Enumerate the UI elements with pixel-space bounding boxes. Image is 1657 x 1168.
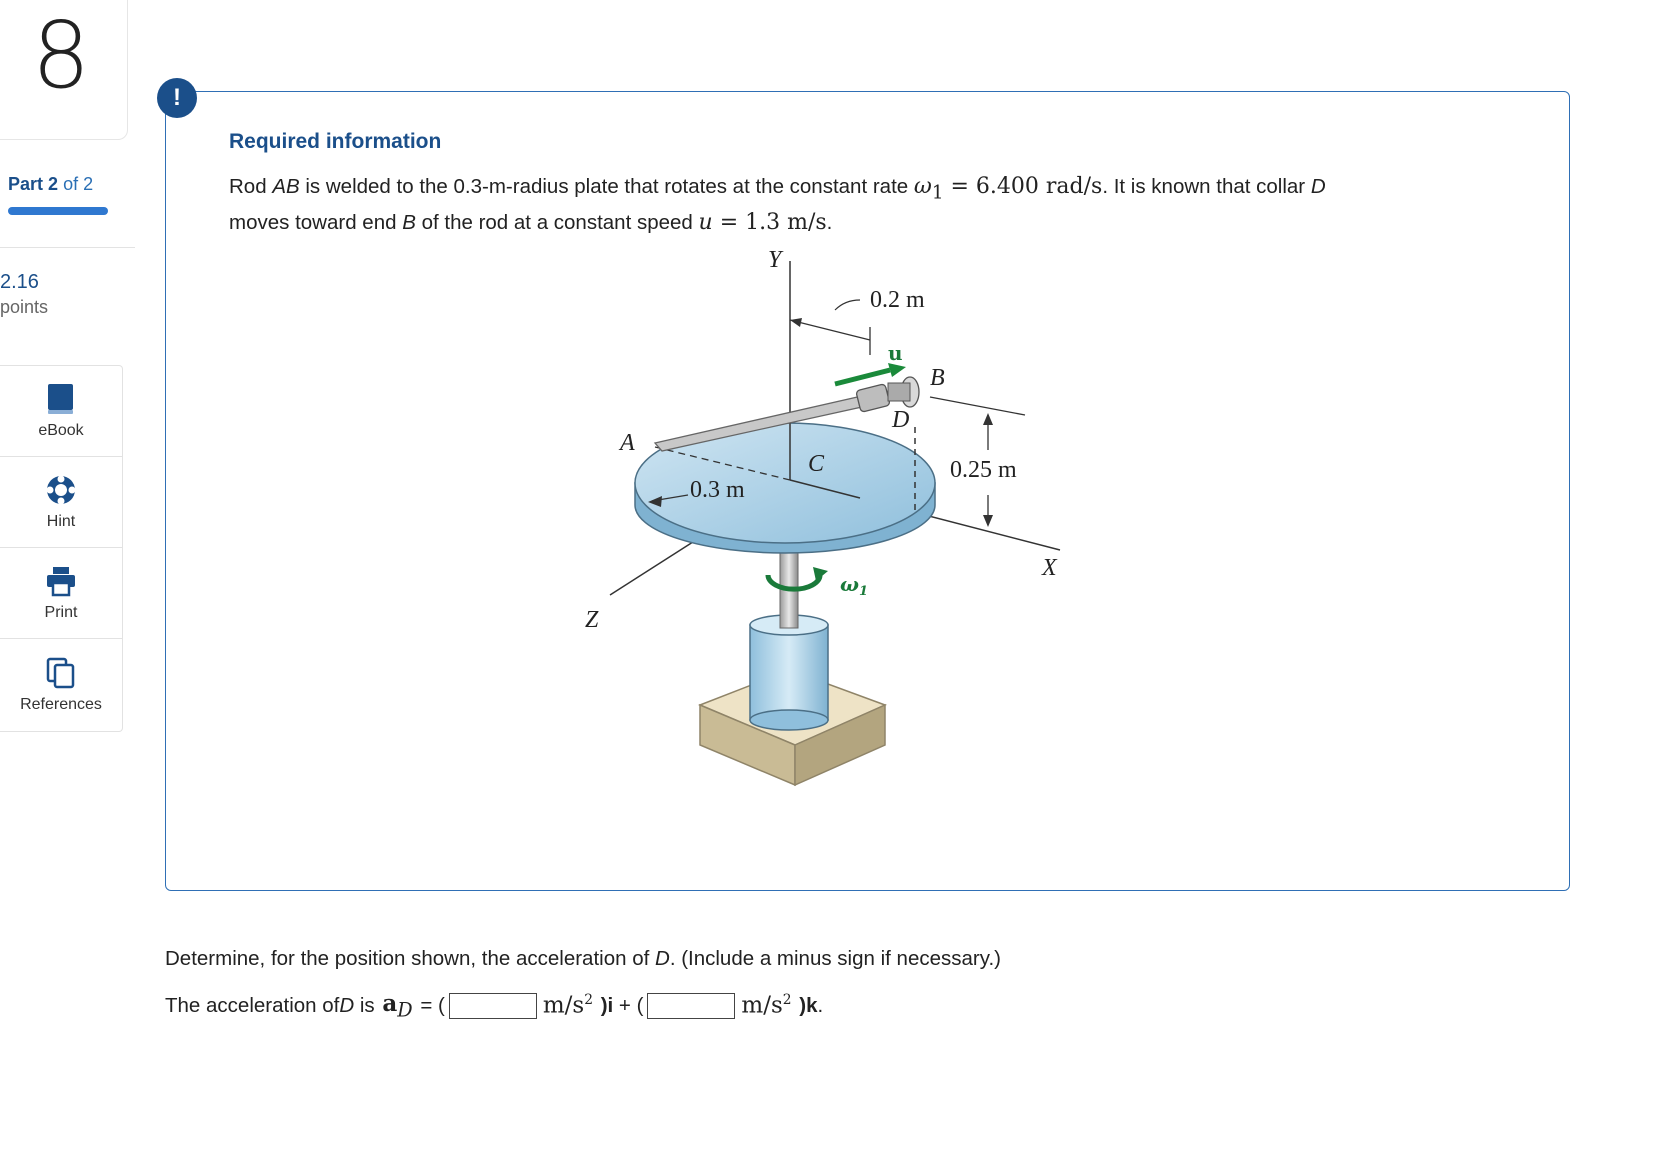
point-b-label: B bbox=[930, 365, 945, 391]
points-label: points bbox=[0, 297, 49, 317]
end-label: B bbox=[402, 211, 416, 235]
printer-icon bbox=[44, 564, 78, 598]
tool-hint-label: Hint bbox=[46, 513, 76, 530]
problem-text: . It is known that collar bbox=[1102, 175, 1311, 198]
problem-text: of the rod at a constant speed bbox=[415, 211, 699, 235]
u-figure-label: u bbox=[888, 341, 903, 365]
i-component-close: )i bbox=[595, 993, 614, 1017]
dim-025-label: 0.25 m bbox=[950, 457, 1017, 483]
omega-symbol: ω bbox=[913, 174, 932, 199]
answer-d-label: D bbox=[339, 993, 355, 1017]
answer-i-input[interactable] bbox=[449, 993, 537, 1019]
answer-eq-open: = ( bbox=[414, 993, 445, 1017]
u-symbol: u bbox=[698, 210, 713, 236]
question-number-box bbox=[0, 0, 128, 140]
unit-k: $m/s^2$ bbox=[741, 992, 792, 1020]
lifebuoy-icon bbox=[44, 473, 78, 507]
point-d-label: D bbox=[892, 407, 910, 433]
points-value: 2.16 bbox=[0, 271, 39, 293]
velocity-u-arrow bbox=[835, 363, 906, 384]
tool-references-button[interactable] bbox=[0, 639, 122, 730]
u-value: = 1.3 m/s bbox=[712, 210, 827, 236]
dim-02-label: 0.2 m bbox=[870, 287, 925, 313]
rod-label: AB bbox=[272, 175, 300, 198]
dim-03-label: 0.3 m bbox=[690, 477, 745, 503]
tool-ebook-label: eBook bbox=[38, 422, 84, 439]
y-axis-label: Y bbox=[768, 247, 782, 273]
problem-text: moves toward end bbox=[229, 211, 403, 235]
book-icon bbox=[44, 382, 78, 416]
question-text bbox=[165, 947, 1001, 971]
motor-cylinder bbox=[750, 615, 828, 730]
part-word: Part bbox=[8, 174, 44, 194]
omega-expression bbox=[913, 174, 1103, 204]
tool-print-label: Print bbox=[44, 604, 78, 621]
sidebar-divider bbox=[0, 247, 135, 248]
answer-period: . bbox=[817, 993, 824, 1017]
problem-text: . bbox=[826, 211, 833, 235]
acceleration-symbol: $a_D$ bbox=[382, 990, 413, 1022]
k-component-close: )k bbox=[793, 993, 818, 1017]
answer-is: is bbox=[354, 993, 381, 1017]
dim-025-top bbox=[930, 397, 1025, 415]
required-information-title: Required information bbox=[229, 130, 442, 153]
omega-value: = 6.400 rad/s bbox=[943, 174, 1103, 199]
omega-subscript: 1 bbox=[931, 182, 944, 204]
part-current: 2 bbox=[48, 174, 59, 194]
plus-open: + ( bbox=[613, 993, 644, 1017]
alert-icon: ! bbox=[157, 78, 197, 118]
question-text-part: Determine, for the position shown, the acceleration of bbox=[165, 947, 655, 970]
problem-statement bbox=[229, 172, 1529, 238]
problem-text: Rod bbox=[229, 175, 273, 198]
problem-text: is welded to the 0.3-m-radius plate that rotates at the constant rate bbox=[299, 175, 914, 198]
point-a-label: A bbox=[620, 430, 635, 456]
answer-prefix: The acceleration of bbox=[165, 993, 340, 1017]
answer-k-input[interactable] bbox=[647, 993, 735, 1019]
question-d-label: D bbox=[655, 947, 670, 970]
question-number: 8 bbox=[31, 2, 91, 109]
point-c-label: C bbox=[808, 451, 825, 477]
tool-ebook-button[interactable] bbox=[0, 366, 122, 457]
tool-print-button[interactable] bbox=[0, 548, 122, 639]
answer-row bbox=[165, 990, 823, 1022]
tool-hint-button[interactable] bbox=[0, 457, 122, 548]
z-axis-label: Z bbox=[585, 607, 599, 633]
question-text-part: . (Include a minus sign if necessary.) bbox=[669, 947, 1001, 970]
unit-i: $m/s^2$ bbox=[542, 992, 593, 1020]
dim-02-line bbox=[790, 320, 870, 340]
tool-references-label: References bbox=[20, 695, 102, 713]
omega-figure-label: $\omega_1$ bbox=[840, 572, 869, 599]
speed-expression bbox=[699, 210, 827, 235]
part-indicator bbox=[8, 174, 93, 195]
collar-d bbox=[856, 377, 919, 412]
copy-icon bbox=[44, 656, 78, 690]
part-progress-bar bbox=[8, 207, 108, 215]
x-axis-label: X bbox=[1042, 555, 1057, 581]
mechanism-figure bbox=[585, 247, 1100, 825]
part-total: of 2 bbox=[63, 174, 94, 194]
collar-label: D bbox=[1310, 175, 1326, 198]
tool-panel bbox=[0, 365, 123, 732]
